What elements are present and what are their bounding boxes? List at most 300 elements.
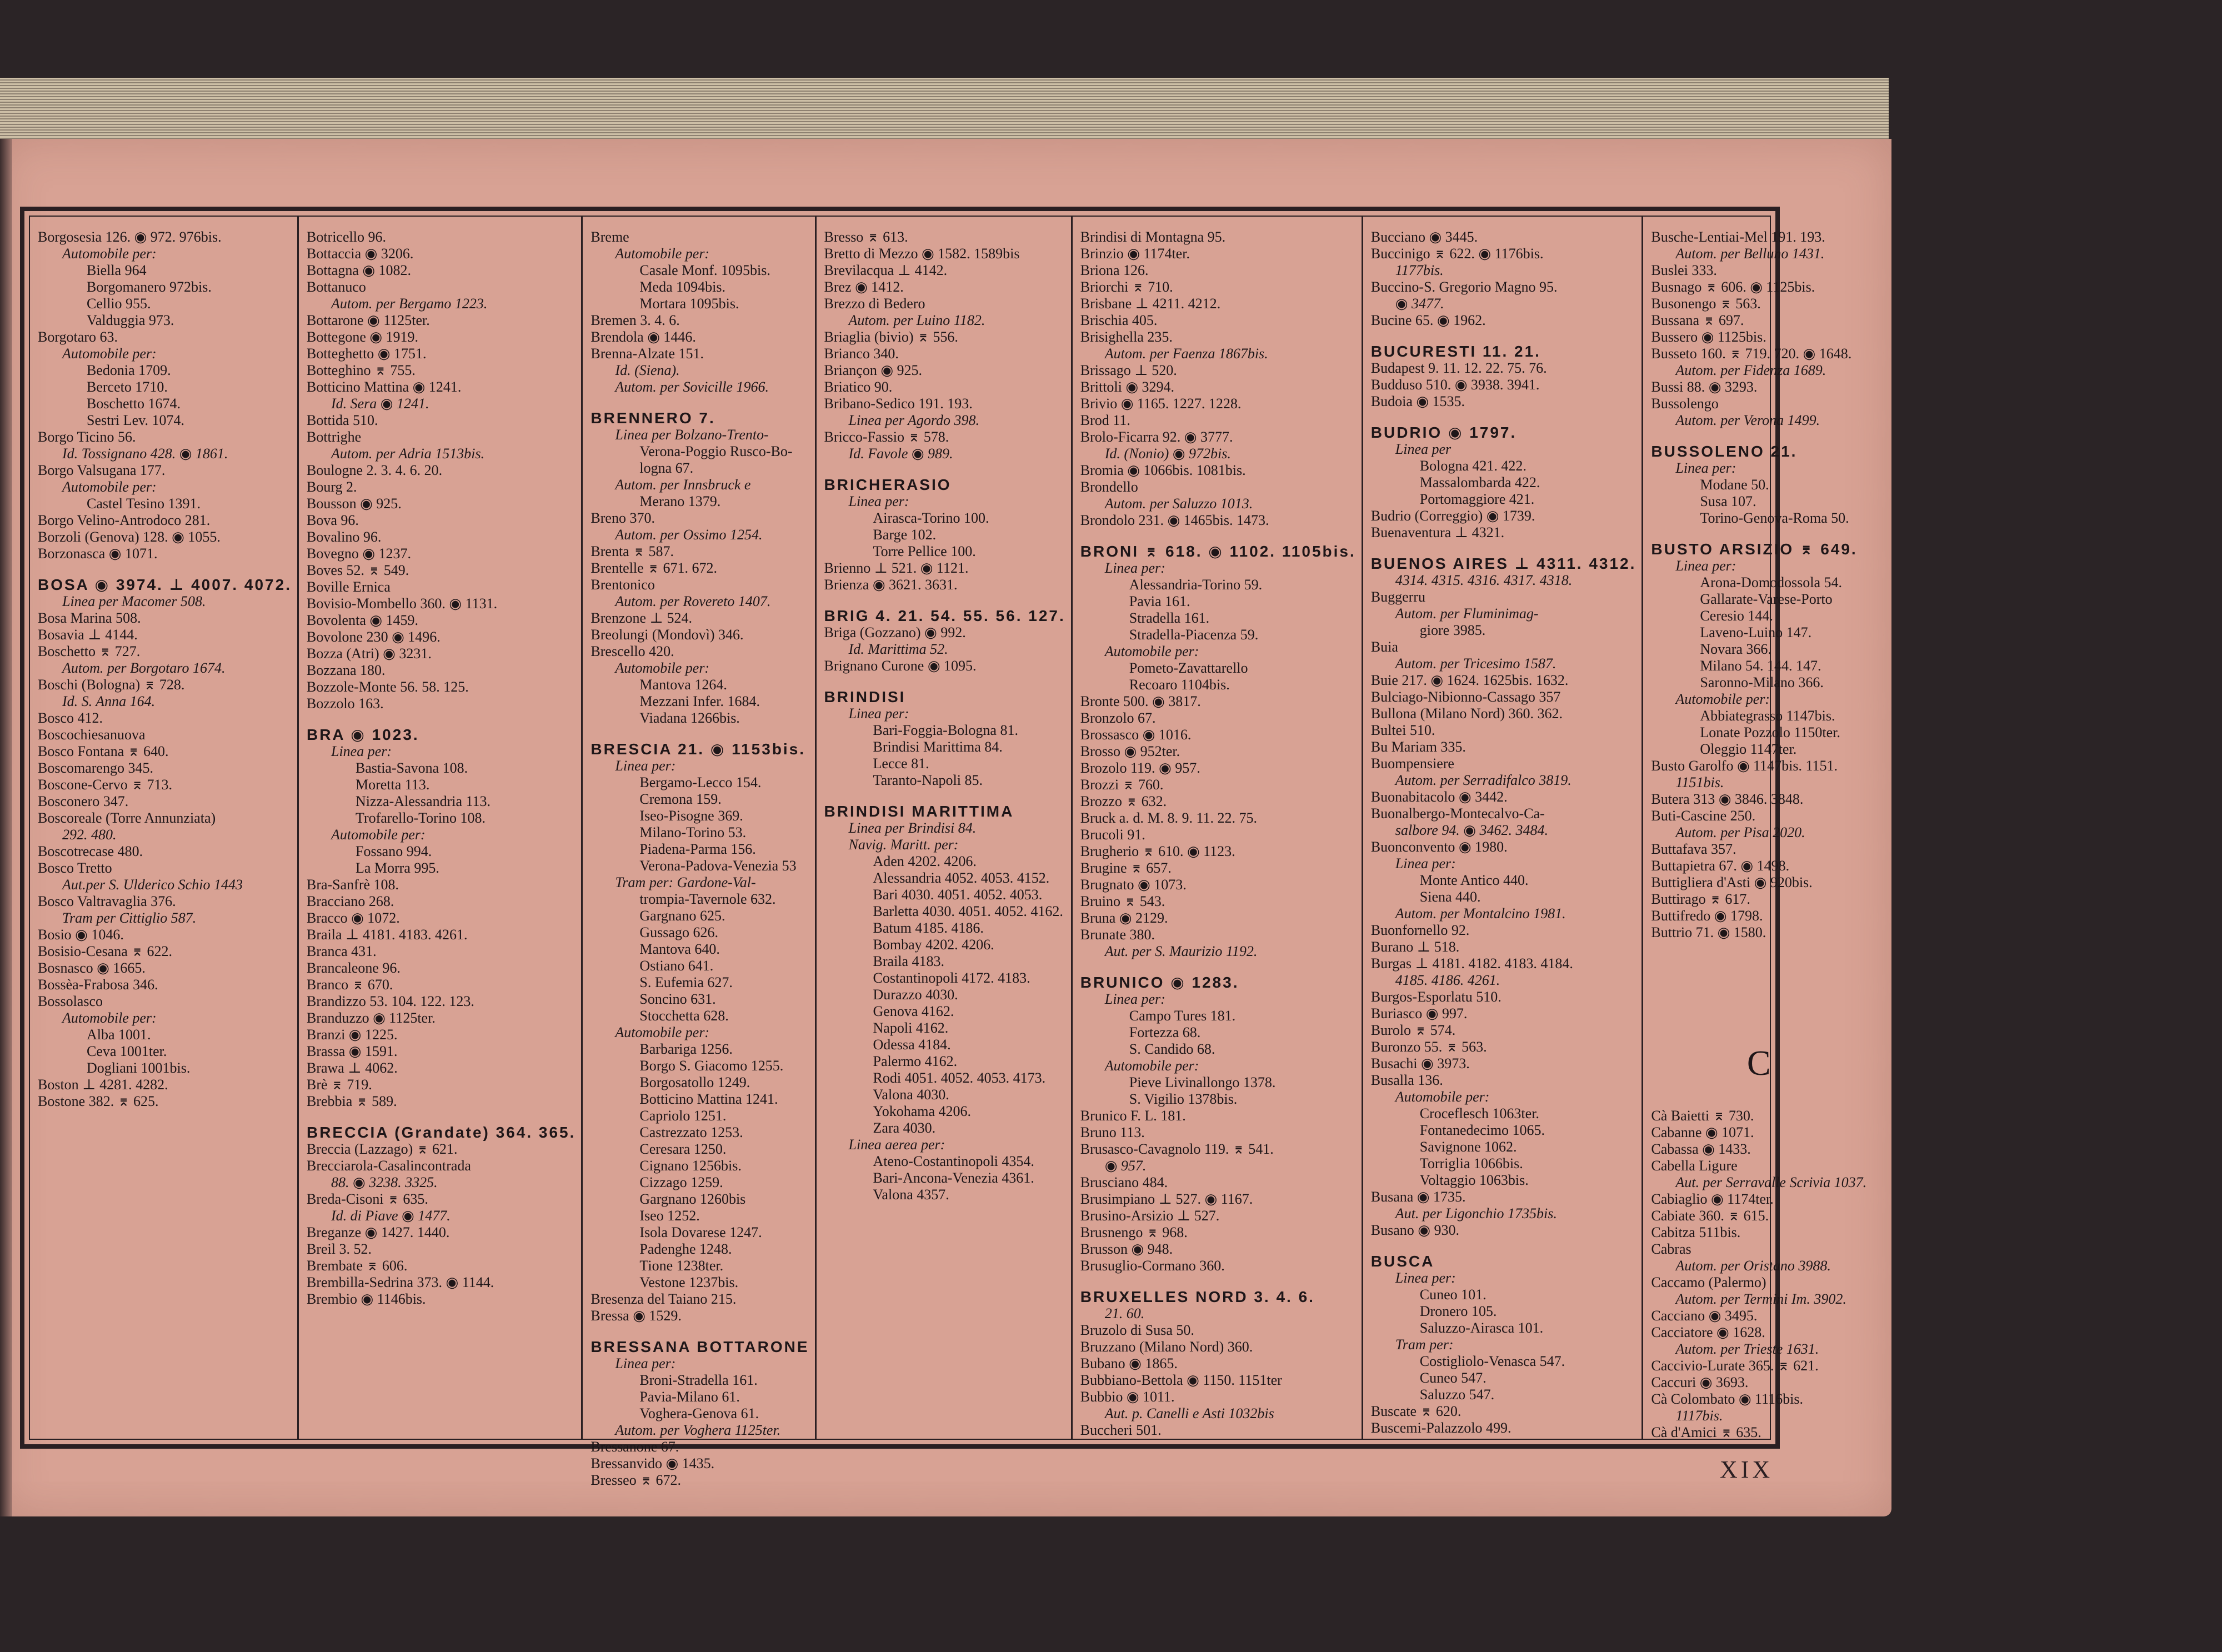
index-entry: Bubbiano-Bettola ◉ 1150. 1151ter bbox=[1080, 1372, 1282, 1388]
index-entry: Autom. per Borgotaro 1674. bbox=[62, 660, 226, 676]
index-entry: Cabiate 360. ⌆ 615. bbox=[1651, 1208, 1769, 1224]
index-entry: Brusimpiano ⊥ 527. ◉ 1167. bbox=[1080, 1191, 1253, 1207]
index-entry: Buompensiere bbox=[1370, 755, 1454, 772]
index-entry: Automobile per: bbox=[1104, 1058, 1199, 1074]
index-entry: Boscoreale (Torre Annunziata) bbox=[38, 810, 216, 826]
index-entry: Brassa ◉ 1591. bbox=[306, 1043, 398, 1059]
index-entry: Odessa 4184. bbox=[873, 1037, 951, 1053]
index-entry: Cignano 1256bis. bbox=[639, 1158, 742, 1174]
index-entry: Bottrighe bbox=[306, 429, 362, 445]
index-entry: Buonabitacolo ◉ 3442. bbox=[1370, 789, 1508, 805]
index-entry: Trofarello-Torino 108. bbox=[355, 810, 486, 826]
index-entry: Caccuri ◉ 3693. bbox=[1651, 1374, 1749, 1390]
index-entry: Brindisi Marittima 84. bbox=[873, 739, 1003, 755]
index-entry: Brusasco-Cavagnolo 119. ⌆ 541. bbox=[1080, 1141, 1274, 1157]
index-entry: Bovalino 96. bbox=[306, 529, 382, 545]
index-entry: Boscomarengo 345. bbox=[38, 760, 153, 776]
index-entry: Stocchetta 628. bbox=[639, 1008, 729, 1024]
index-entry: Bromia ◉ 1066bis. 1081bis. bbox=[1080, 462, 1246, 478]
index-entry: Borgotaro 63. bbox=[38, 329, 118, 345]
index-entry: Bosco Valtravaglia 376. bbox=[38, 893, 176, 909]
index-entry: Busana ◉ 1735. bbox=[1370, 1189, 1466, 1205]
index-entry: Buti-Cascine 250. bbox=[1651, 808, 1756, 824]
index-entry: Iseo-Pisogne 369. bbox=[639, 808, 743, 824]
index-heading: BRONI ⌆ 618. ◉ 1102. 1105bis. bbox=[1080, 543, 1356, 560]
index-entry: Buccheri 501. bbox=[1080, 1422, 1162, 1438]
index-entry: Bucine 65. ◉ 1962. bbox=[1370, 312, 1486, 328]
index-entry: Bozzole-Monte 56. 58. 125. bbox=[306, 679, 469, 695]
index-entry: Brembilla-Sedrina 373. ◉ 1144. bbox=[306, 1274, 494, 1290]
index-entry: Buscemi-Palazzolo 499. bbox=[1370, 1420, 1512, 1436]
index-entry: Brinzio ◉ 1174ter. bbox=[1080, 246, 1190, 262]
index-entry: Linea per: bbox=[615, 758, 676, 774]
index-entry: Bari 4030. 4051. 4052. 4053. bbox=[873, 887, 1043, 903]
index-entry: Bosconero 347. bbox=[38, 793, 129, 809]
index-heading: BUSTO ARSIZIO ⌆ 649. bbox=[1651, 540, 1858, 558]
index-entry: Durazzo 4030. bbox=[873, 987, 958, 1003]
index-entry: Brawa ⊥ 4062. bbox=[306, 1060, 398, 1076]
index-entry: Brindisi di Montagna 95. bbox=[1080, 229, 1226, 245]
index-entry: Brugine ⌆ 657. bbox=[1080, 860, 1172, 876]
index-entry: Botticino Mattina ◉ 1241. bbox=[306, 379, 462, 395]
index-entry: Genova 4162. bbox=[873, 1003, 954, 1019]
index-entry: Bruno 113. bbox=[1080, 1124, 1145, 1140]
index-entry: Buttirago ⌆ 617. bbox=[1651, 891, 1750, 907]
index-entry: Brendola ◉ 1446. bbox=[590, 329, 696, 345]
index-entry: Gargnano 625. bbox=[639, 908, 725, 924]
index-entry: Croceflesch 1063ter. bbox=[1419, 1105, 1539, 1122]
index-entry: Branco ⌆ 670. bbox=[306, 977, 393, 993]
index-entry: Linea per: bbox=[1104, 560, 1165, 576]
index-entry: Automobile per: bbox=[615, 660, 710, 676]
index-entry: Bruck a. d. M. 8. 9. 11. 22. 75. bbox=[1080, 810, 1257, 826]
index-entry: Brugnato ◉ 1073. bbox=[1080, 877, 1187, 893]
index-entry: Linea per: bbox=[848, 493, 909, 509]
index-column-7 bbox=[1643, 217, 1872, 1439]
index-entry: 4185. 4186. 4261. bbox=[1395, 972, 1500, 988]
index-entry: Automobile per: bbox=[1675, 691, 1770, 707]
index-entry: Brucoli 91. bbox=[1080, 827, 1145, 843]
index-entry: Massalombarda 422. bbox=[1419, 474, 1540, 490]
index-entry: Linea per: bbox=[1675, 558, 1736, 574]
index-entry: Brienza ◉ 3621. 3631. bbox=[824, 577, 958, 593]
index-heading: BRINDISI bbox=[824, 688, 906, 705]
index-entry: Brevilacqua ⊥ 4142. bbox=[824, 262, 948, 278]
index-entry: Cremona 159. bbox=[639, 791, 722, 807]
index-entry: Bressa ◉ 1529. bbox=[590, 1308, 682, 1324]
index-entry: Bozzolo 163. bbox=[306, 695, 384, 712]
index-entry: Boscone-Cervo ⌆ 713. bbox=[38, 777, 173, 793]
index-entry: S. Vigilio 1378bis. bbox=[1129, 1091, 1238, 1107]
index-entry: Budrio (Correggio) ◉ 1739. bbox=[1370, 508, 1535, 524]
index-entry: Burolo ⌆ 574. bbox=[1370, 1022, 1456, 1038]
index-entry: Bossolasco bbox=[38, 993, 103, 1009]
index-entry: Autom. per Innsbruck e bbox=[615, 477, 751, 493]
index-entry: Boschetto ⌆ 727. bbox=[38, 643, 141, 659]
index-entry: Boville Ernica bbox=[306, 579, 391, 595]
index-entry: Bucciano ◉ 3445. bbox=[1370, 229, 1478, 245]
index-heading: BRUXELLES NORD 3. 4. 6. bbox=[1080, 1288, 1315, 1305]
index-entry: Bourg 2. bbox=[306, 479, 357, 495]
index-entry: Castel Tesino 1391. bbox=[87, 495, 201, 512]
index-heading: BRICHERASIO bbox=[824, 476, 952, 493]
index-entry: Tram per: bbox=[1395, 1336, 1454, 1353]
index-entry: Autom. per Voghera 1125ter. bbox=[615, 1422, 781, 1438]
index-entry: Briona 126. bbox=[1080, 262, 1149, 278]
index-entry: Iseo 1252. bbox=[639, 1208, 700, 1224]
index-entry: Mantova 1264. bbox=[639, 677, 727, 693]
index-entry: Autom. per Verona 1499. bbox=[1675, 412, 1820, 428]
index-entry: Brenzone ⊥ 524. bbox=[590, 610, 692, 626]
index-entry: giore 3985. bbox=[1419, 622, 1486, 638]
index-entry: 4314. 4315. 4316. 4317. 4318. bbox=[1395, 572, 1573, 588]
index-entry: Bousson ◉ 925. bbox=[306, 495, 402, 512]
index-entry: Cuneo 101. bbox=[1419, 1286, 1487, 1303]
index-entry: Cabiaglio ◉ 1174ter. bbox=[1651, 1191, 1774, 1207]
index-entry: Bottagna ◉ 1082. bbox=[306, 262, 412, 278]
index-entry: Torre Pellice 100. bbox=[873, 543, 976, 559]
index-entry: Bretto di Mezzo ◉ 1582. 1589bis bbox=[824, 246, 1020, 262]
index-entry: Bovolenta ◉ 1459. bbox=[306, 612, 419, 628]
index-entry: trompia-Tavernole 632. bbox=[639, 891, 776, 907]
index-entry: Brolo-Ficarra 92. ◉ 3777. bbox=[1080, 429, 1233, 445]
index-entry: Verona-Padova-Venezia 53 bbox=[639, 858, 797, 874]
index-entry: Buonfornello 92. bbox=[1370, 922, 1470, 938]
index-heading: BRIG 4. 21. 54. 55. 56. 127. bbox=[824, 607, 1065, 624]
index-entry: Buscate ⌆ 620. bbox=[1370, 1403, 1462, 1419]
index-entry: Brebbia ⌆ 589. bbox=[306, 1093, 397, 1109]
index-entry: Borzonasca ◉ 1071. bbox=[38, 545, 158, 562]
index-entry: Susa 107. bbox=[1700, 493, 1756, 509]
index-entry: Brozzi ⌆ 760. bbox=[1080, 777, 1164, 793]
index-entry: Bultei 510. bbox=[1370, 722, 1435, 738]
index-entry: Bracciano 268. bbox=[306, 893, 394, 909]
index-entry: Milano-Torino 53. bbox=[639, 824, 747, 840]
index-entry: Busnago ⌆ 606. ◉ 1125bis. bbox=[1651, 279, 1815, 295]
index-column-1 bbox=[30, 217, 299, 1439]
index-entry: Brancaleone 96. bbox=[306, 960, 401, 976]
index-entry: Bottida 510. bbox=[306, 412, 378, 428]
index-entry: Zara 4030. bbox=[873, 1120, 936, 1136]
index-entry: Bosisio-Cesana ⌆ 622. bbox=[38, 943, 173, 959]
index-entry: Gallarate-Varese-Porto bbox=[1700, 591, 1833, 607]
index-entry: logna 67. bbox=[639, 460, 694, 476]
index-heading: BUENOS AIRES ⊥ 4311. 4312. bbox=[1370, 555, 1637, 572]
index-heading: BRENNERO 7. bbox=[590, 409, 715, 427]
index-entry: Lonate Pozzolo 1150ter. bbox=[1700, 724, 1840, 740]
index-entry: Brenna-Alzate 151. bbox=[590, 346, 704, 362]
index-entry: S. Candido 68. bbox=[1129, 1041, 1215, 1057]
index-entry: Breme bbox=[590, 229, 629, 245]
index-entry: Autom. per Serradifalco 3819. bbox=[1395, 772, 1572, 788]
index-heading: BUDRIO ◉ 1797. bbox=[1370, 424, 1517, 441]
index-entry: Bosavia ⊥ 4144. bbox=[38, 627, 138, 643]
index-entry: Bressanvido ◉ 1435. bbox=[590, 1455, 715, 1471]
index-entry: S. Eufemia 627. bbox=[639, 974, 733, 990]
index-entry: Brenta ⌆ 587. bbox=[590, 543, 674, 559]
index-entry: Merano 1379. bbox=[639, 493, 721, 509]
index-entry: Brusson ◉ 948. bbox=[1080, 1241, 1173, 1257]
index-entry: Recoaro 1104bis. bbox=[1129, 677, 1230, 693]
index-heading: BUSSOLENO 21. bbox=[1651, 443, 1798, 460]
index-entry: Bremen 3. 4. 6. bbox=[590, 312, 680, 328]
book-gutter bbox=[0, 139, 12, 1516]
index-entry: Budduso 510. ◉ 3938. 3941. bbox=[1370, 377, 1540, 393]
index-entry: Boschi (Bologna) ⌆ 728. bbox=[38, 677, 185, 693]
index-entry: Bostone 382. ⌆ 625. bbox=[38, 1093, 159, 1109]
index-entry: Automobile per: bbox=[1395, 1089, 1490, 1105]
index-entry: Autom. per Montalcino 1981. bbox=[1395, 905, 1566, 922]
index-entry: Borgo S. Giacomo 1255. bbox=[639, 1058, 784, 1074]
index-entry: Autom. per Saluzzo 1013. bbox=[1104, 495, 1253, 512]
index-entry: Bosa Marina 508. bbox=[38, 610, 141, 626]
index-entry: Cabassa ◉ 1433. bbox=[1651, 1141, 1751, 1157]
index-entry: Buttafava 357. bbox=[1651, 841, 1736, 857]
index-entry: Cacciatore ◉ 1628. bbox=[1651, 1324, 1765, 1340]
index-entry: Cabitza 511bis. bbox=[1651, 1224, 1741, 1240]
index-entry: Tram per: Gardone-Val- bbox=[615, 874, 756, 890]
index-entry: Barbariga 1256. bbox=[639, 1041, 733, 1057]
index-entry: Botticino Mattina 1241. bbox=[639, 1091, 778, 1107]
index-entry: Barletta 4030. 4051. 4052. 4162. bbox=[873, 903, 1063, 919]
index-entry: Cizzago 1259. bbox=[639, 1174, 723, 1190]
index-heading: BRUNICO ◉ 1283. bbox=[1080, 974, 1239, 991]
index-entry: 1151bis. bbox=[1675, 774, 1724, 790]
index-entry: 1117bis. bbox=[1675, 1408, 1723, 1424]
index-entry: Batum 4185. 4186. bbox=[873, 920, 984, 936]
index-entry: Padenghe 1248. bbox=[639, 1241, 732, 1257]
index-entry: Bussolengo bbox=[1651, 396, 1719, 412]
index-entry: Buonconvento ◉ 1980. bbox=[1370, 839, 1508, 855]
index-entry: Borgo Velino-Antrodoco 281. bbox=[38, 512, 211, 528]
index-entry: Id. Marittima 52. bbox=[848, 641, 948, 657]
index-entry: Ceresara 1250. bbox=[639, 1141, 727, 1157]
index-entry: Briatico 90. bbox=[824, 379, 893, 395]
index-entry: Automobile per: bbox=[1104, 643, 1199, 659]
index-entry: Cabras bbox=[1651, 1241, 1691, 1257]
index-entry: Barge 102. bbox=[873, 527, 937, 543]
index-entry: Brischia 405. bbox=[1080, 312, 1158, 328]
index-entry: Breolungi (Mondovì) 346. bbox=[590, 627, 744, 643]
index-entry: Nizza-Alessandria 113. bbox=[355, 793, 491, 809]
index-entry: Briaglia (bivio) ⌆ 556. bbox=[824, 329, 958, 345]
index-entry: Briorchi ⌆ 710. bbox=[1080, 279, 1173, 295]
index-entry: Valona 4357. bbox=[873, 1187, 949, 1203]
index-entry: Buttrio 71. ◉ 1580. bbox=[1651, 924, 1766, 940]
index-entry: Butera 313 ◉ 3846. 3848. bbox=[1651, 791, 1804, 807]
index-entry: Bresseo ⌆ 672. bbox=[590, 1472, 682, 1488]
index-entry: Broni-Stradella 161. bbox=[639, 1372, 758, 1388]
index-entry: Autom. per Fluminimag- bbox=[1395, 605, 1539, 622]
index-entry: Cabanne ◉ 1071. bbox=[1651, 1124, 1754, 1140]
index-entry: Brissago ⊥ 520. bbox=[1080, 362, 1177, 378]
index-heading: BRESSANA BOTTARONE bbox=[590, 1338, 809, 1355]
index-entry: Automobile per: bbox=[62, 1010, 157, 1026]
index-entry: Bussero ◉ 1125bis. bbox=[1651, 329, 1766, 345]
index-entry: Buccinigo ⌆ 622. ◉ 1176bis. bbox=[1370, 246, 1544, 262]
index-entry: Brandizzo 53. 104. 122. 123. bbox=[306, 993, 474, 1009]
index-entry: Bovegno ◉ 1237. bbox=[306, 545, 412, 562]
index-entry: Bruzolo di Susa 50. bbox=[1080, 1322, 1194, 1338]
index-entry: Brecciarola-Casalincontrada bbox=[306, 1158, 471, 1174]
index-entry: Mortara 1095bis. bbox=[639, 296, 739, 312]
index-entry: Mezzani Infer. 1684. bbox=[639, 693, 760, 709]
index-entry: Mantova 640. bbox=[639, 941, 720, 957]
index-entry: Bruna ◉ 2129. bbox=[1080, 910, 1168, 926]
index-entry: Valona 4030. bbox=[873, 1087, 949, 1103]
index-entry: Brusuglio-Cormano 360. bbox=[1080, 1258, 1225, 1274]
index-entry: Branzi ◉ 1225. bbox=[306, 1027, 398, 1043]
index-entry: Id. (Siena). bbox=[615, 362, 680, 378]
index-entry: Budapest 9. 11. 12. 22. 75. 76. bbox=[1370, 360, 1547, 376]
index-entry: Monte Antico 440. bbox=[1419, 872, 1529, 888]
index-entry: Bussi 88. ◉ 3293. bbox=[1651, 379, 1758, 395]
index-entry: Buttapietra 67. ◉ 1498. bbox=[1651, 858, 1790, 874]
index-entry: Brusnengo ⌆ 968. bbox=[1080, 1224, 1188, 1240]
index-entry: Autom. per Bergamo 1223. bbox=[331, 296, 488, 312]
index-entry: Brunate 380. bbox=[1080, 927, 1155, 943]
section-letter: C bbox=[1746, 1043, 1771, 1083]
index-entry: Oleggio 1147ter. bbox=[1700, 741, 1797, 757]
index-entry: Brozzo ⌆ 632. bbox=[1080, 793, 1167, 809]
index-entry: Brondolo 231. ◉ 1465bis. 1473. bbox=[1080, 512, 1269, 528]
index-entry: Brianco 340. bbox=[824, 346, 899, 362]
index-entry: Id. Favole ◉ 989. bbox=[848, 445, 953, 462]
index-entry: Bedonia 1709. bbox=[87, 362, 171, 378]
index-entry: Novara 366. bbox=[1700, 641, 1771, 657]
index-entry: Ceresio 144. bbox=[1700, 608, 1773, 624]
index-entry: Bricco-Fassio ⌆ 578. bbox=[824, 429, 949, 445]
index-entry: Campo Tures 181. bbox=[1129, 1008, 1236, 1024]
index-entry: Brescello 420. bbox=[590, 643, 674, 659]
index-entry: Torriglia 1066bis. bbox=[1419, 1155, 1523, 1172]
index-entry: Capriolo 1251. bbox=[639, 1108, 727, 1124]
index-entry: Bergamo-Lecco 154. bbox=[639, 774, 762, 790]
index-entry: Borgosesia 126. ◉ 972. 976bis. bbox=[38, 229, 222, 245]
index-entry: Busano ◉ 930. bbox=[1370, 1222, 1459, 1238]
index-entry: Busche-Lentiai-Mel 191. 193. bbox=[1651, 229, 1825, 245]
index-column-3 bbox=[583, 217, 816, 1488]
index-entry: Bribano-Sedico 191. 193. bbox=[824, 396, 973, 412]
index-entry: Autom. per Pisa 2020. bbox=[1675, 824, 1805, 840]
index-entry: Boscotrecase 480. bbox=[38, 843, 143, 859]
index-entry: Siena 440. bbox=[1419, 889, 1481, 905]
index-entry: Isola Dovarese 1247. bbox=[639, 1224, 762, 1240]
index-entry: Linea per: bbox=[848, 705, 909, 722]
index-entry: Cà d'Amici ⌆ 635. bbox=[1651, 1424, 1761, 1440]
index-entry: Buie 217. ◉ 1624. 1625bis. 1632. bbox=[1370, 672, 1569, 688]
index-entry: Brivio ◉ 1165. 1227. 1228. bbox=[1080, 396, 1242, 412]
index-entry: Automobile per: bbox=[62, 346, 157, 362]
index-entry: Boscochiesanuova bbox=[38, 727, 146, 743]
index-entry: Boston ⊥ 4281. 4282. bbox=[38, 1077, 168, 1093]
index-entry: Bombay 4202. 4206. bbox=[873, 937, 994, 953]
index-entry: 292. 480. bbox=[62, 827, 117, 843]
index-entry: Brod 11. bbox=[1080, 412, 1130, 428]
index-entry: Navig. Maritt. per: bbox=[848, 837, 959, 853]
index-entry: Bruzzano (Milano Nord) 360. bbox=[1080, 1339, 1253, 1355]
index-entry: Portomaggiore 421. bbox=[1419, 491, 1535, 507]
index-entry: Modane 50. bbox=[1700, 477, 1769, 493]
index-entry: Bosco Fontana ⌆ 640. bbox=[38, 743, 169, 759]
index-entry: 1177bis. bbox=[1395, 262, 1444, 278]
index-entry: Pieve Livinallongo 1378. bbox=[1129, 1074, 1276, 1090]
index-entry: Brossasco ◉ 1016. bbox=[1080, 727, 1192, 743]
index-heading: BUCURESTI 11. 21. bbox=[1370, 343, 1541, 360]
index-entry: Ceva 1001ter. bbox=[87, 1043, 167, 1059]
index-entry: Borgo Valsugana 177. bbox=[38, 462, 166, 478]
index-entry: Pavia-Milano 61. bbox=[639, 1389, 740, 1405]
index-entry: Ostiano 641. bbox=[639, 958, 714, 974]
index-entry: Brentelle ⌆ 671. 672. bbox=[590, 560, 717, 576]
index-entry: Brittoli ◉ 3294. bbox=[1080, 379, 1175, 395]
index-entry: Tione 1238ter. bbox=[639, 1258, 724, 1274]
index-entry: Id. (Nonio) ◉ 972bis. bbox=[1104, 445, 1231, 462]
index-entry: Fossano 994. bbox=[355, 843, 432, 859]
index-entry: Bastia-Savona 108. bbox=[355, 760, 468, 776]
index-entry: Buronzo 55. ⌆ 563. bbox=[1370, 1039, 1487, 1055]
index-entry: Automobile per: bbox=[615, 1024, 710, 1040]
index-entry: Autom. per Fidenza 1689. bbox=[1675, 362, 1826, 378]
index-entry: Bottaccia ◉ 3206. bbox=[306, 246, 414, 262]
index-entry: Bullona (Milano Nord) 360. 362. bbox=[1370, 705, 1563, 722]
index-entry: Burgas ⊥ 4181. 4182. 4183. 4184. bbox=[1370, 955, 1573, 972]
index-entry: Id. di Piave ◉ 1477. bbox=[331, 1208, 451, 1224]
index-entry: 21. 60. bbox=[1104, 1305, 1145, 1321]
index-column-4 bbox=[817, 217, 1073, 1439]
index-entry: Bottegone ◉ 1919. bbox=[306, 329, 419, 345]
index-entry: Linea per: bbox=[331, 743, 392, 759]
index-entry: Linea per Bolzano-Trento- bbox=[615, 427, 769, 443]
index-entry: Autom. per Tricesimo 1587. bbox=[1395, 655, 1557, 672]
index-entry: Id. S. Anna 164. bbox=[62, 693, 156, 709]
index-entry: Brusciano 484. bbox=[1080, 1174, 1168, 1190]
index-entry: Botteghetto ◉ 1751. bbox=[306, 346, 427, 362]
index-entry: Linea per Brindisi 84. bbox=[848, 820, 977, 836]
index-entry: Savignone 1062. bbox=[1419, 1139, 1517, 1155]
index-entry: Bottarone ◉ 1125ter. bbox=[306, 312, 430, 328]
index-entry: Autom. per Oristano 3988. bbox=[1675, 1258, 1831, 1274]
index-entry: Casale Monf. 1095bis. bbox=[639, 262, 770, 278]
index-entry: Linea per: bbox=[615, 1355, 676, 1371]
index-entry: Bra-Sanfrè 108. bbox=[306, 877, 399, 893]
index-entry: Alessandria 4052. 4053. 4152. bbox=[873, 870, 1050, 886]
index-entry: salbore 94. ◉ 3462. 3484. bbox=[1395, 822, 1548, 838]
index-entry: Bova 96. bbox=[306, 512, 359, 528]
index-entry: Brusino-Arsizio ⊥ 527. bbox=[1080, 1208, 1220, 1224]
index-entry: Valduggia 973. bbox=[87, 312, 174, 328]
index-entry: Briga (Gozzano) ◉ 992. bbox=[824, 624, 966, 640]
index-entry: Meda 1094bis. bbox=[639, 279, 725, 295]
index-entry: Bu Mariam 335. bbox=[1370, 739, 1466, 755]
index-entry: Branduzzo ◉ 1125ter. bbox=[306, 1010, 436, 1026]
index-entry: Bronzolo 67. bbox=[1080, 710, 1156, 726]
index-entry: Brisbane ⊥ 4211. 4212. bbox=[1080, 296, 1221, 312]
index-entry: Abbiategrasso 1147bis. bbox=[1700, 708, 1835, 724]
index-entry: Breda-Cisoni ⌆ 635. bbox=[306, 1191, 428, 1207]
index-entry: Buenaventura ⊥ 4321. bbox=[1370, 524, 1505, 540]
index-entry: Autom. per Termini Im. 3902. bbox=[1675, 1291, 1846, 1307]
index-entry: Autom. per Luino 1182. bbox=[848, 312, 985, 328]
index-entry: Gussago 626. bbox=[639, 924, 718, 940]
index-heading: BRESCIA 21. ◉ 1153bis. bbox=[590, 740, 806, 758]
index-entry: Budoia ◉ 1535. bbox=[1370, 393, 1465, 409]
index-entry: Saluzzo-Airasca 101. bbox=[1419, 1320, 1544, 1336]
index-entry: Palermo 4162. bbox=[873, 1053, 958, 1069]
index-entry: Verona-Poggio Rusco-Bo- bbox=[639, 443, 793, 459]
index-entry: Briançon ◉ 925. bbox=[824, 362, 923, 378]
index-entry: Brez ◉ 1412. bbox=[824, 279, 904, 295]
